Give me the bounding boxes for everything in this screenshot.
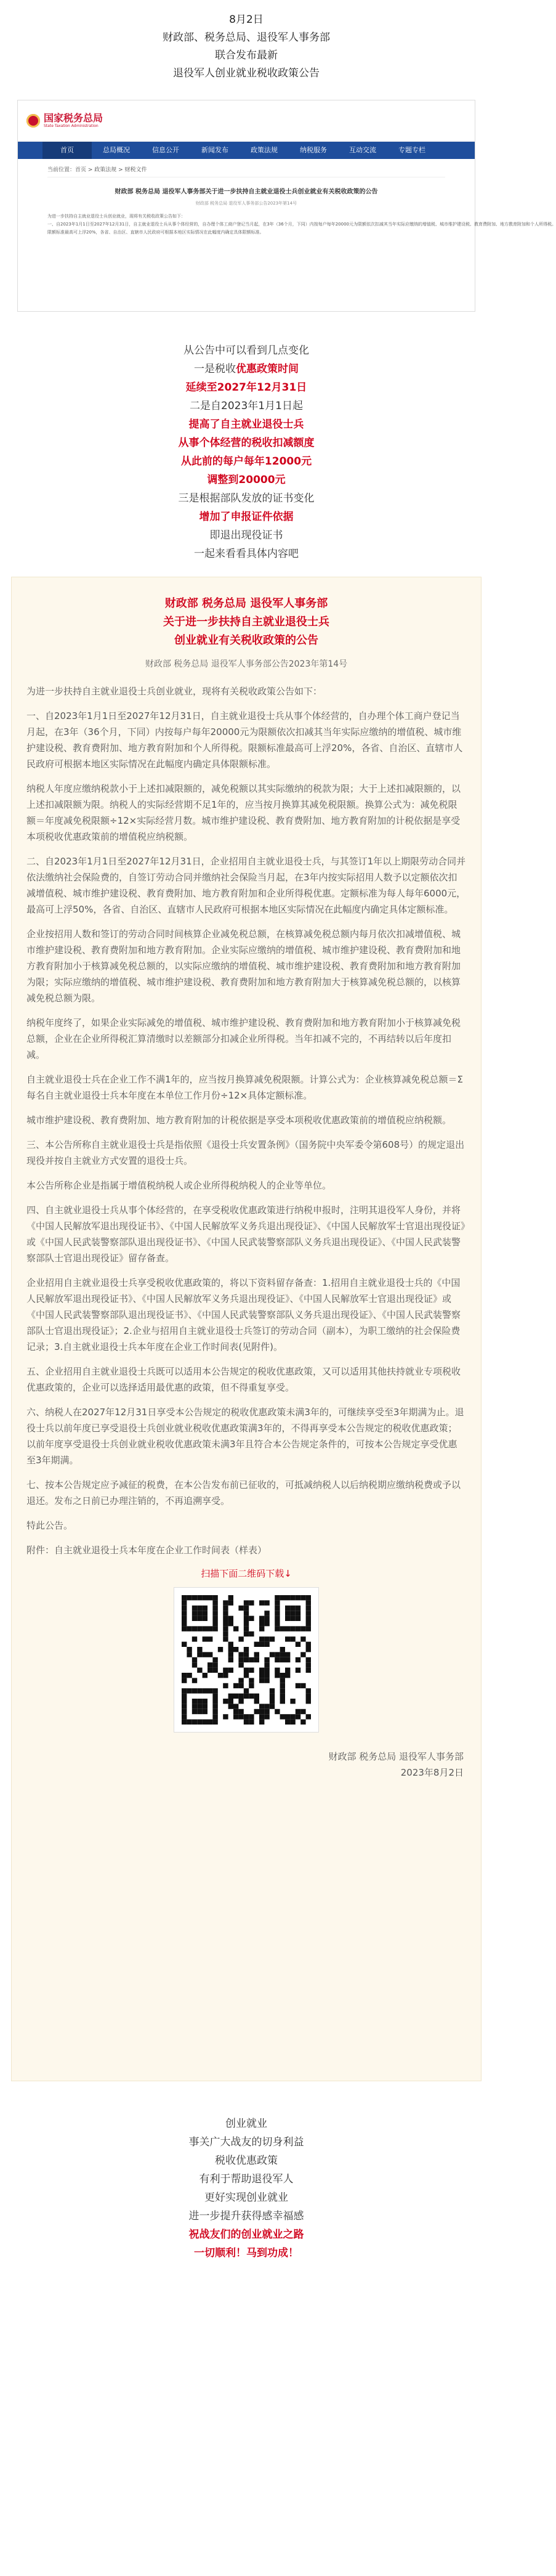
site-logo[interactable] xyxy=(26,113,103,129)
notice-box xyxy=(11,577,481,2081)
summary-line: 一起来看看具体内容吧 xyxy=(194,548,299,560)
site-nav xyxy=(18,142,475,159)
summary-highlight: 从此前的每户每年12000元 xyxy=(180,455,312,468)
notice-paragraph: 本公告所称企业是指属于增值税纳税人或企业所得税纳税人的企业等单位。 xyxy=(26,1180,332,1191)
nav-item-service[interactable]: 纳税服务 xyxy=(300,146,327,154)
logo-text: 国家税务总局 xyxy=(44,112,103,124)
summary-line: 二是自2023年1月1日起 xyxy=(190,400,303,412)
closing-line: 更好实现创业就业 xyxy=(204,2192,288,2204)
closing-line: 税收优惠政策 xyxy=(215,2155,278,2167)
notice-paragraph: 为进一步扶持自主就业退役士兵创业就业，现将有关税收政策公告如下： xyxy=(26,686,323,697)
closing-line: 有利于帮助退役军人 xyxy=(199,2173,294,2185)
qr-code[interactable] xyxy=(174,1587,319,1733)
site-body xyxy=(18,159,556,243)
summary-section xyxy=(0,341,493,563)
closing-line: 进一步提升获得感幸福感 xyxy=(188,2210,304,2222)
signature-date: 2023年8月2日 xyxy=(400,1767,464,1778)
closing-highlight: 一切顺利！马到功成！ xyxy=(194,2247,299,2259)
notice-paragraph: 企业按招用人数和签订的劳动合同时间核算企业减免税总额，在核算减免税总额内每月依次扣减增值税、城市维护建设税、教育费附加和地方教育附加。企业实际应缴纳的增值税、城市维护建设税、教育费附加和地方教育附加小于核算减免税总额的，以实际应缴纳的增值税、城市维护建设税、教育费附加和地方教育附加为限；实际应缴纳的增值税、城市维护建设税、教育费附加和地方教育附加大于核算减免税总额的，以核算减免税总额为限。 xyxy=(26,928,461,1004)
nav-item-overview[interactable]: 总局概况 xyxy=(103,146,130,154)
notice-title-line: 创业就业有关税收政策的公告 xyxy=(174,634,318,647)
attachment-line[interactable]: 附件：自主就业退役士兵本年度在企业工作时间表（样表） xyxy=(26,1545,267,1556)
nav-item-interact[interactable]: 互动交流 xyxy=(349,146,376,154)
nav-item-info[interactable]: 信息公开 xyxy=(152,146,179,154)
summary-highlight: 提高了自主就业退役士兵 xyxy=(188,418,304,431)
notice-paragraph: 一、自2023年1月1日至2027年12月31日，自主就业退役士兵从事个体经营的，自办理个体工商户登记当月起，在3年（36个月，下同）内按每户每年20000元为限额依次扣减其当年实际应缴纳的增值税、城市维护建设税、教育费附加、地方教育附加和个人所得税。限额标准最高可上浮20%，各省、自治区、直辖市人民政府可根据本地区实际情况在此幅度内确定具体限额标准。 xyxy=(26,710,463,770)
signature-issuer: 财政部 税务总局 退役军人事务部 xyxy=(328,1751,464,1762)
notice-paragraph: 纳税人年度应缴纳税款小于上述扣减限额的，减免税额以其实际缴纳的税款为限；大于上述扣减限额的，以上述扣减限额为限。纳税人的实际经营期不足1年的，应当按月换算其减免税限额。换算公式为：减免税限额＝年度减免税限额÷12×实际经营月数。城市维护建设税、教育费附加、地方教育附加的计税依据是享受本项税收优惠政策前的增值税应纳税额。 xyxy=(26,783,461,842)
notice-paragraph: 七、按本公告规定应予减征的税费，在本公告发布前已征收的，可抵减纳税人以后纳税期应缴纳税费或予以退还。发布之日前已办理注销的，不再追溯享受。 xyxy=(26,1479,461,1506)
date-line: 8月2日 xyxy=(229,14,264,26)
site-article-text xyxy=(47,213,556,237)
closing-line: 事关广大战友的切身利益 xyxy=(188,2136,304,2148)
closing-line: 创业就业 xyxy=(225,2118,267,2130)
notice-title-line: 财政部 税务总局 退役军人事务部 xyxy=(164,597,328,610)
notice-body xyxy=(12,683,481,1558)
closing-section xyxy=(0,2115,493,2262)
header-line-2: 联合发布最新 xyxy=(215,49,278,62)
nav-item-topic[interactable]: 专题专栏 xyxy=(398,146,425,154)
site-article-title: 财政部 税务总局 退役军人事务部关于进一步扶持自主就业退役士兵创业就业有关税收政策的公告 xyxy=(115,189,378,195)
site-text-line: 一、自2023年1月1日至2027年12月31日，自主就业退役士兵从事个体经营的，自办理个体工商户登记当月起，在3年（36个月，下同）内按每户每年20000元为限额依次扣减其当年实际应缴纳的增值税、城市维护建设税、教育费附加、地方教育附加和个人所得税。 xyxy=(47,222,556,227)
qr-code-graphic xyxy=(182,1595,311,1725)
notice-paragraph: 城市维护建设税、教育费附加、地方教育附加的计税依据是享受本项税收优惠政策前的增值税应纳税额。 xyxy=(26,1115,452,1126)
summary-line xyxy=(0,360,493,378)
doc-number: 财政部 税务总局 退役军人事务部公告2023年第14号 xyxy=(145,659,348,669)
breadcrumb: 当前位置：首页 > 政策法规 > 财税文件 xyxy=(47,165,445,177)
summary-highlight: 延续至2027年12月31日 xyxy=(185,381,307,394)
notice-signature xyxy=(12,1749,481,1781)
summary-highlight: 优惠政策时间 xyxy=(236,363,299,375)
header-line-3: 退役军人创业就业税收政策公告 xyxy=(173,67,320,79)
site-article-meta: 财政部 税务总局 退役军人事务部公告2023年第14号 xyxy=(195,201,297,206)
summary-highlight: 从事个体经营的税收扣减额度 xyxy=(178,437,315,449)
site-text-line: 为进一步扶持自主就业退役士兵创业就业，现将有关税收政策公告如下： xyxy=(47,214,185,219)
site-text-line: 限额标准最高可上浮20%，各省、自治区、直辖市人民政府可根据本地区实际情况在此幅度内确定具体限额标准。 xyxy=(47,230,264,235)
notice-title xyxy=(12,577,481,670)
notice-paragraph: 六、纳税人在2027年12月31日享受本公告规定的税收优惠政策未满3年的，可继续享受至3年期满为止。退役士兵以前年度已享受退役士兵创业就业税收优惠政策满3年的，不得再享受本公告规定的税收优惠政策；以前年度享受退役士兵创业就业税收优惠政策未满3年且符合本公告规定条件的，可按本公告规定享受优惠至3年期满。 xyxy=(26,1407,464,1466)
nav-item-home[interactable]: 首页 xyxy=(42,142,92,159)
summary-highlight: 调整到20000元 xyxy=(207,474,286,486)
notice-paragraph: 纳税年度终了，如果企业实际减免的增值税、城市维护建设税、教育费附加和地方教育附加小于核算减免税总额，企业在企业所得税汇算清缴时以差额部分扣减企业所得税。当年扣减不完的，不再结转以后年度扣减。 xyxy=(26,1017,461,1060)
notice-paragraph: 二、自2023年1月1日至2027年12月31日，企业招用自主就业退役士兵，与其签订1年以上期限劳动合同并依法缴纳社会保险费的，自签订劳动合同并缴纳社会保险当月起，在3年内按实际招用人数予以定额依次扣减增值税、城市维护建设税、教育费附加、地方教育附加和企业所得税优惠。定额标准为每人每年6000元，最高可上浮50%，各省、自治区、直辖市人民政府可根据本地区实际情况在此幅度内确定具体定额标准。 xyxy=(26,856,466,915)
closing-highlight: 祝战友们的创业就业之路 xyxy=(188,2229,304,2241)
notice-paragraph: 企业招用自主就业退役士兵享受税收优惠政策的，将以下资料留存备查：1.招用自主就业退役士兵的《中国人民解放军退出现役证书》、《中国人民解放军义务兵退出现役证》、《中国人民解放军士官退出现役证》或《中国人民武装警察部队退出现役证书》、《中国人民武装警察部队义务兵退出现役证》、《中国人民武装警察部队士官退出现役证》；2.企业与招用自主就业退役士兵签订的劳动合同（副本），为职工缴纳的社会保险费记录；3.自主就业退役士兵本年度在企业工作时间表(见附件)。 xyxy=(26,1277,461,1352)
summary-line: 即退出现役证书 xyxy=(209,529,283,542)
notice-paragraph: 自主就业退役士兵在企业工作不满1年的，应当按月换算减免税限额。计算公式为：企业核算减免税总额＝Σ每名自主就业退役士兵本年度在本单位工作月份÷12×具体定额标准。 xyxy=(26,1074,464,1101)
qr-label: 扫描下面二维码下载↓ xyxy=(201,1568,292,1579)
notice-paragraph: 五、企业招用自主就业退役士兵既可以适用本公告规定的税收优惠政策，又可以适用其他扶持就业专项税收优惠政策的，企业可以选择适用最优惠的政策，但不得重复享受。 xyxy=(26,1366,461,1393)
tax-website-screenshot xyxy=(17,100,556,312)
summary-highlight: 增加了申报证件依据 xyxy=(199,511,294,523)
notice-title-line: 关于进一步扶持自主就业退役士兵 xyxy=(163,616,329,628)
emblem-icon xyxy=(26,114,40,128)
logo-sub: State Taxation Administration xyxy=(44,124,99,128)
notice-paragraph: 特此公告。 xyxy=(26,1520,73,1531)
summary-text: 一是税收 xyxy=(194,363,236,375)
notice-paragraph: 四、自主就业退役士兵从事个体经营的，在享受税收优惠政策进行纳税申报时，注明其退役军人身份，并将《中国人民解放军退出现役证书》、《中国人民解放军义务兵退出现役证》、《中国人民解放军士官退出现役证》或《中国人民武装警察部队退出现役证书》、《中国人民武装警察部队义务兵退出现役证》、《中国人民武装警察部队士官退出现役证》留存备查。 xyxy=(26,1205,465,1264)
nav-item-news[interactable]: 新闻发布 xyxy=(201,146,228,154)
notice-paragraph: 三、本公告所称自主就业退役士兵是指依照《退役士兵安置条例》（国务院中央军委令第608号）的规定退出现役并按自主就业方式安置的退役士兵。 xyxy=(26,1139,465,1166)
intro-header xyxy=(0,0,493,83)
header-line-1: 财政部、税务总局、退役军人事务部 xyxy=(163,31,330,44)
summary-line: 三是根据部队发放的证书变化 xyxy=(178,492,315,505)
nav-item-policy[interactable]: 政策法规 xyxy=(251,146,278,154)
site-header xyxy=(18,100,475,142)
summary-line: 从公告中可以看到几点变化 xyxy=(183,344,309,357)
